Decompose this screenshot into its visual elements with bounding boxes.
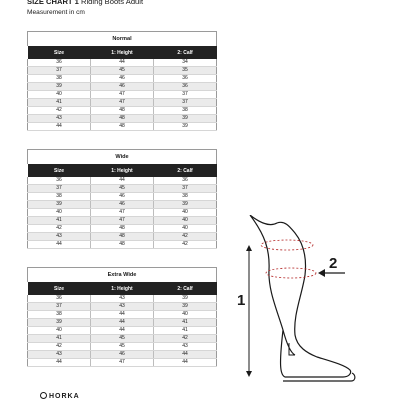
table-row [28,209,217,217]
cell-height: 46 [91,351,154,359]
cell-calf: 35 [154,67,217,75]
brand-mark-icon [40,392,47,399]
document-title-strong: SIZE CHART 1 [27,0,79,6]
document-title-rest: Riding Boots Adult [78,0,144,6]
cell-calf: 39 [154,115,217,123]
table-row [28,335,217,343]
cell-height: 44 [91,311,154,319]
cell-calf: 40 [154,217,217,225]
table-row [28,75,217,83]
column-header-height: 1: Height [91,282,154,295]
document-title [27,0,143,6]
cell-calf: 37 [154,91,217,99]
cell-calf: 44 [154,351,217,359]
cell-height: 44 [91,327,154,335]
cell-height: 44 [91,177,154,185]
table-row [28,343,217,351]
cell-size: 40 [28,91,91,99]
column-header-height: 1: Height [91,46,154,59]
cell-size: 42 [28,343,91,351]
cell-calf: 39 [154,295,217,303]
cell-size: 41 [28,335,91,343]
cell-height: 48 [91,225,154,233]
cell-height: 47 [91,217,154,225]
cell-height: 44 [91,319,154,327]
cell-size: 38 [28,193,91,201]
cell-height: 43 [91,303,154,311]
cell-size: 43 [28,351,91,359]
column-header-size: Size [28,164,91,177]
size-table-wide [27,149,217,249]
size-table-normal [27,31,217,131]
cell-size: 39 [28,201,91,209]
cell-size: 36 [28,59,91,67]
column-header-size: Size [28,46,91,59]
cell-height: 45 [91,67,154,75]
cell-size: 37 [28,303,91,311]
calf-label: 2 [329,255,338,272]
cell-calf: 43 [154,343,217,351]
cell-height: 47 [91,359,154,367]
cell-size: 40 [28,327,91,335]
cell-calf: 42 [154,335,217,343]
cell-size: 41 [28,217,91,225]
cell-height: 46 [91,75,154,83]
table-row [28,67,217,75]
cell-size: 39 [28,83,91,91]
height-arrow-top [246,245,252,251]
table-row [28,233,217,241]
cell-size: 39 [28,319,91,327]
table-body [28,59,217,131]
cell-calf: 42 [154,233,217,241]
cell-height: 44 [91,59,154,67]
cell-size: 43 [28,233,91,241]
height-arrow-bottom [246,371,252,377]
cell-size: 42 [28,225,91,233]
table-row [28,295,217,303]
table-row [28,319,217,327]
cell-calf: 39 [154,303,217,311]
table-row [28,303,217,311]
brand-logo-text: HORKA [49,393,80,400]
cell-calf: 36 [154,83,217,91]
cell-calf: 44 [154,359,217,367]
brand-logo [40,392,80,400]
column-header-size: Size [28,282,91,295]
column-header-height: 1: Height [91,164,154,177]
table-row [28,107,217,115]
table-row [28,193,217,201]
cell-calf: 36 [154,75,217,83]
cell-height: 45 [91,335,154,343]
cell-calf: 42 [154,241,217,249]
cell-height: 48 [91,115,154,123]
leg-measurement-diagram [225,215,400,385]
cell-calf: 36 [154,177,217,185]
cell-calf: 38 [154,193,217,201]
table-row [28,359,217,367]
table-row [28,217,217,225]
table-caption: Normal [28,32,217,47]
cell-height: 45 [91,185,154,193]
table-row [28,351,217,359]
cell-height: 46 [91,193,154,201]
height-label: 1 [237,292,246,309]
cell-size: 38 [28,311,91,319]
table-row [28,115,217,123]
cell-height: 48 [91,241,154,249]
cell-height: 45 [91,343,154,351]
cell-height: 47 [91,209,154,217]
column-header-calf: 2: Calf [154,46,217,59]
size-table-extra-wide [27,267,217,367]
table-body [28,295,217,367]
cell-size: 43 [28,115,91,123]
table-row [28,201,217,209]
knee-circumference [261,240,313,250]
table-row [28,123,217,131]
table-row [28,83,217,91]
table-row [28,91,217,99]
cell-calf: 37 [154,185,217,193]
calf-circumference [266,268,316,278]
cell-calf: 41 [154,327,217,335]
cell-height: 47 [91,99,154,107]
table-row [28,327,217,335]
cell-calf: 40 [154,311,217,319]
calf-arrow-head [318,269,325,277]
cell-calf: 38 [154,107,217,115]
table-row [28,311,217,319]
column-header-calf: 2: Calf [154,282,217,295]
cell-height: 46 [91,83,154,91]
cell-calf: 34 [154,59,217,67]
table-body [28,177,217,249]
table-row [28,99,217,107]
table-caption: Extra Wide [28,268,217,283]
document-subtitle: Measurement in cm [27,9,85,16]
cell-size: 41 [28,99,91,107]
cell-calf: 41 [154,319,217,327]
table-row [28,241,217,249]
table-caption: Wide [28,150,217,165]
table-row [28,225,217,233]
cell-calf: 39 [154,201,217,209]
cell-calf: 39 [154,123,217,131]
cell-calf: 40 [154,225,217,233]
table-row [28,177,217,185]
cell-size: 44 [28,359,91,367]
cell-height: 47 [91,91,154,99]
leg-outline [250,215,351,377]
cell-size: 44 [28,241,91,249]
cell-height: 48 [91,107,154,115]
cell-calf: 40 [154,209,217,217]
cell-height: 43 [91,295,154,303]
cell-height: 48 [91,123,154,131]
cell-size: 42 [28,107,91,115]
cell-height: 48 [91,233,154,241]
cell-size: 44 [28,123,91,131]
column-header-calf: 2: Calf [154,164,217,177]
cell-calf: 37 [154,99,217,107]
cell-size: 37 [28,67,91,75]
cell-size: 36 [28,295,91,303]
cell-size: 40 [28,209,91,217]
table-row [28,185,217,193]
table-row [28,59,217,67]
cell-size: 36 [28,177,91,185]
cell-size: 38 [28,75,91,83]
cell-height: 46 [91,201,154,209]
cell-size: 37 [28,185,91,193]
